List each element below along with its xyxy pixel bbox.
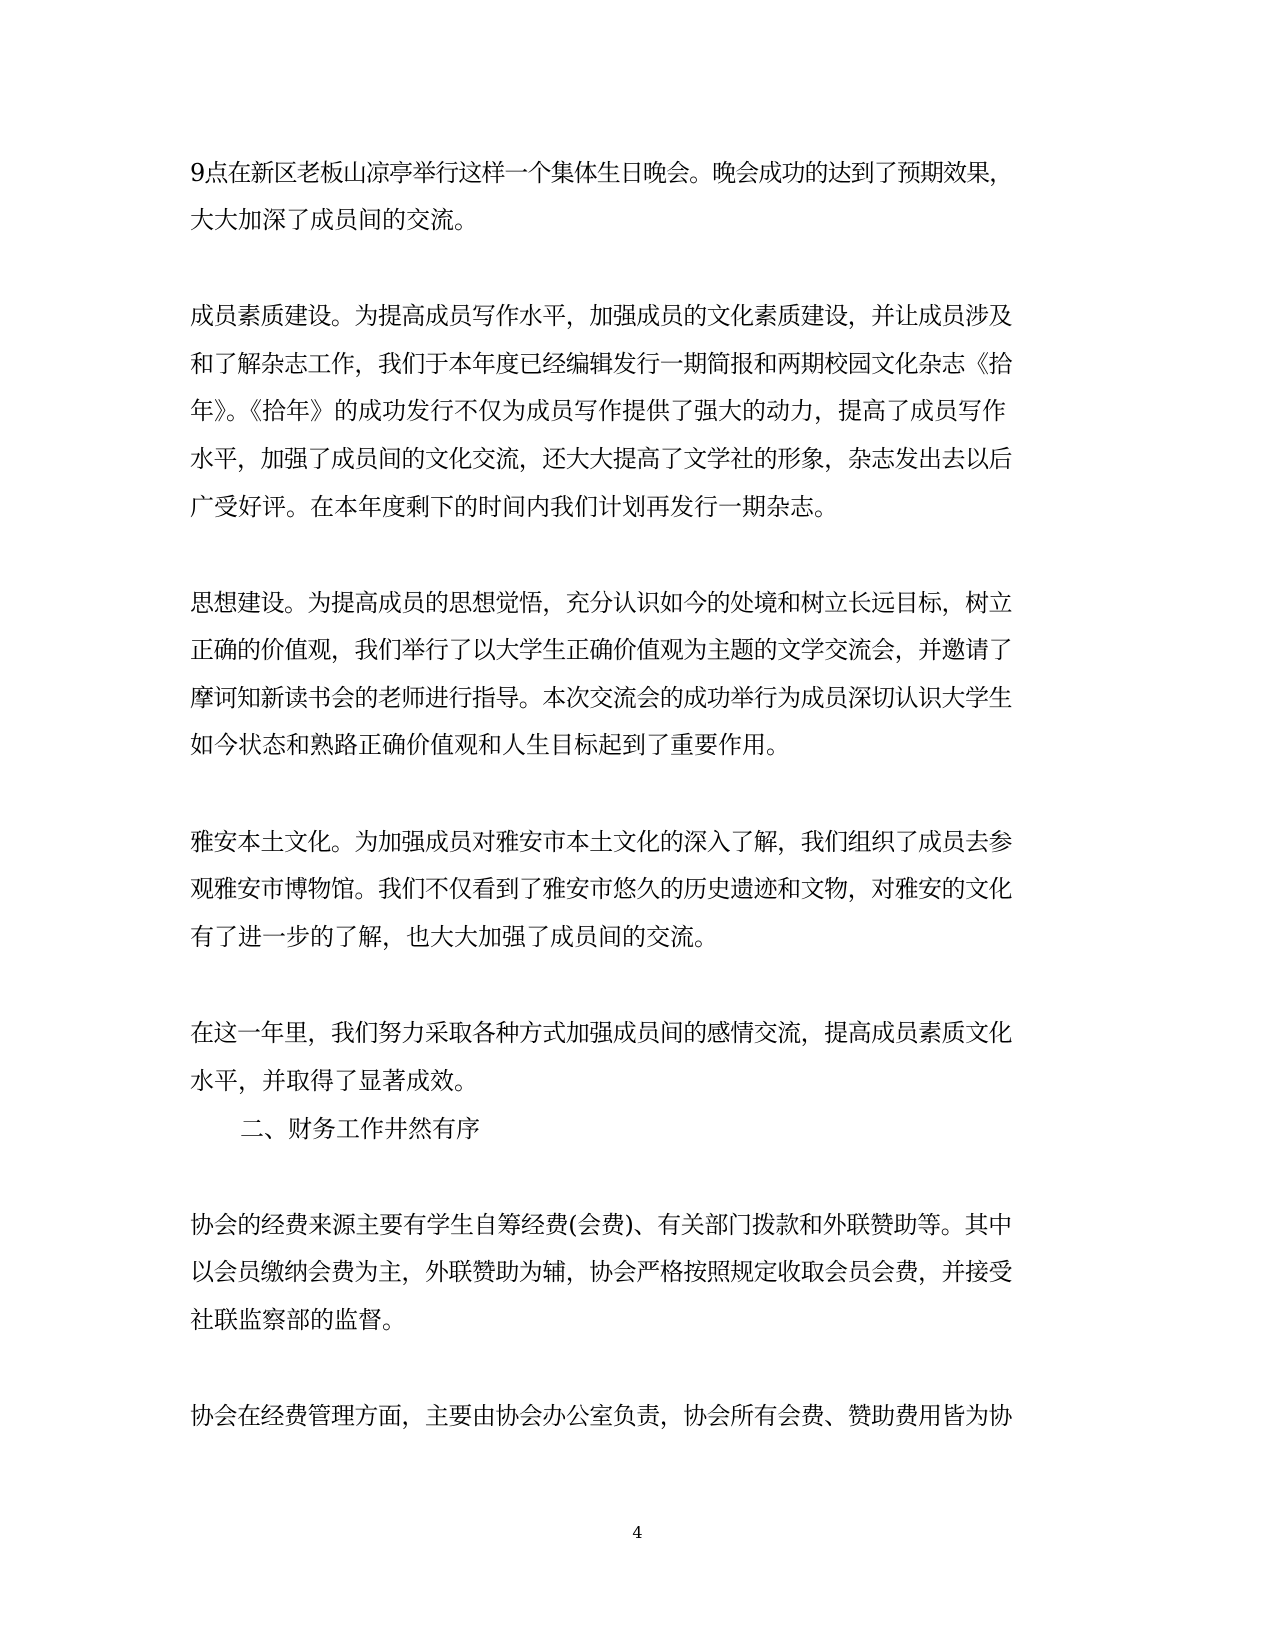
paragraph-7-line-1: 协会的经费来源主要有学生自筹经费(会费)、有关部门拨款和外联赞助等。其中 bbox=[190, 1211, 1012, 1239]
paragraph-7-line-2: 以会员缴纳会费为主，外联赞助为辅，协会严格按照规定收取会员会费，并接受 bbox=[190, 1258, 1012, 1286]
paragraph-3-line-4: 如今状态和熟路正确价值观和人生目标起到了重要作用。 bbox=[190, 731, 790, 759]
paragraph-2-line-3: 年》。《拾年》的成功发行不仅为成员写作提供了强大的动力，提高了成员写作 bbox=[190, 397, 1006, 425]
paragraph-3-line-3: 摩诃知新读书会的老师进行指导。本次交流会的成功举行为成员深切认识大学生 bbox=[190, 684, 1012, 712]
paragraph-8-line-1: 协会在经费管理方面，主要由协会办公室负责，协会所有会费、赞助费用皆为协 bbox=[190, 1402, 1012, 1430]
paragraph-5-line-2: 水平，并取得了显著成效。 bbox=[190, 1067, 478, 1095]
paragraph-2-line-2: 和了解杂志工作，我们于本年度已经编辑发行一期简报和两期校园文化杂志《拾 bbox=[190, 350, 1012, 378]
paragraph-2-line-4: 水平，加强了成员间的文化交流，还大大提高了文学社的形象，杂志发出去以后 bbox=[190, 445, 1012, 473]
paragraph-4-line-1: 雅安本土文化。为加强成员对雅安市本土文化的深入了解，我们组织了成员去参 bbox=[190, 828, 1012, 856]
paragraph-7-line-3: 社联监察部的监督。 bbox=[190, 1306, 406, 1334]
paragraph-3-line-1: 思想建设。为提高成员的思想觉悟，充分认识如今的处境和树立长远目标，树立 bbox=[190, 589, 1012, 617]
paragraph-5-line-1: 在这一年里，我们努力采取各种方式加强成员间的感情交流，提高成员素质文化 bbox=[190, 1019, 1012, 1047]
paragraph-1-line-2: 大大加深了成员间的交流。 bbox=[190, 206, 478, 234]
paragraph-2-line-1: 成员素质建设。为提高成员写作水平，加强成员的文化素质建设，并让成员涉及 bbox=[190, 302, 1012, 330]
paragraph-3-line-2: 正确的价值观，我们举行了以大学生正确价值观为主题的文学交流会，并邀请了 bbox=[190, 636, 1012, 664]
section-heading: 二、财务工作井然有序 bbox=[240, 1115, 480, 1143]
paragraph-4-line-2: 观雅安市博物馆。我们不仅看到了雅安市悠久的历史遗迹和文物，对雅安的文化 bbox=[190, 875, 1012, 903]
page-number: 4 bbox=[632, 1523, 643, 1542]
paragraph-1-line-1: 9点在新区老板山凉亭举行这样一个集体生日晚会。晚会成功的达到了预期效果， bbox=[190, 159, 1013, 187]
paragraph-2-line-5: 广受好评。在本年度剩下的时间内我们计划再发行一期杂志。 bbox=[190, 493, 838, 521]
paragraph-4-line-3: 有了进一步的了解，也大大加强了成员间的交流。 bbox=[190, 923, 718, 951]
